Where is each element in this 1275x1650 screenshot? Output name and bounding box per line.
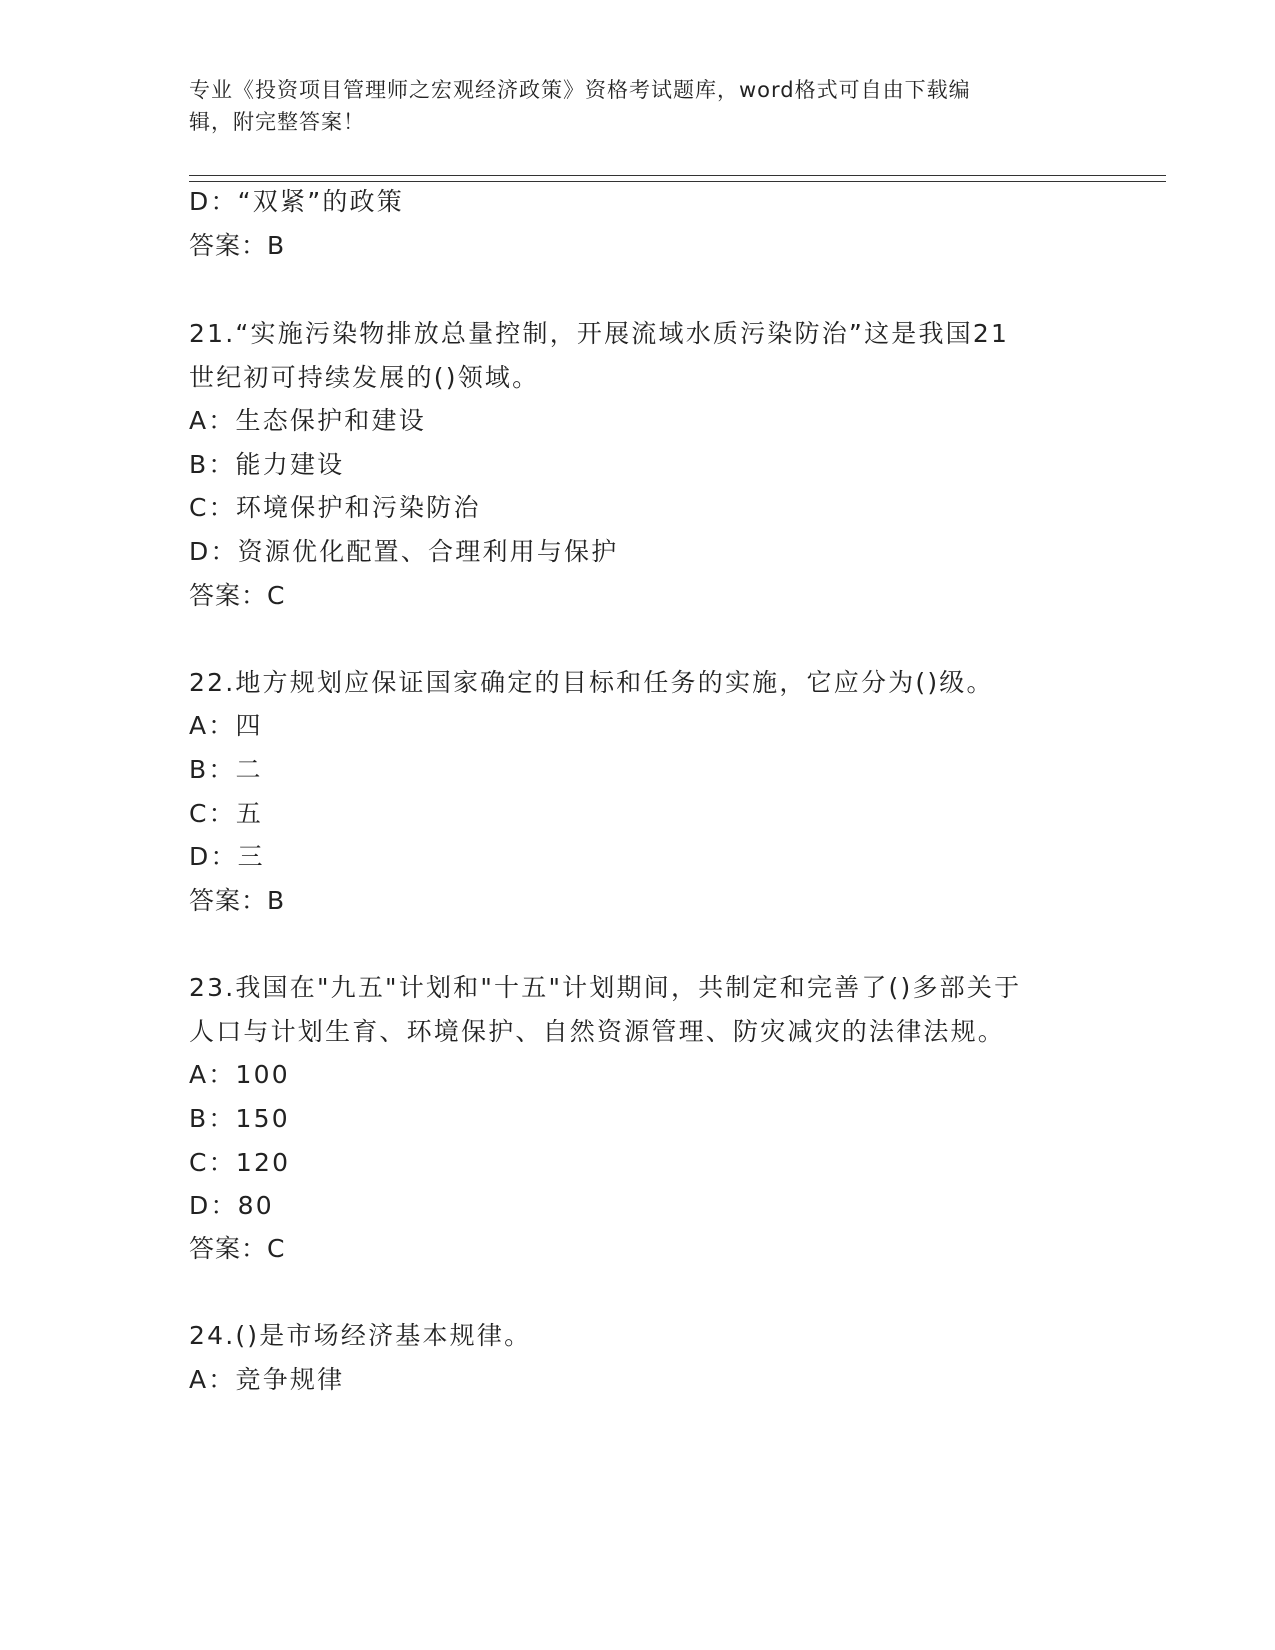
q23-stem-line-1: 23.我国在"九五"计划和"十五"计划期间，共制定和完善了()多部关于 [189, 973, 1022, 1002]
q22-option-b: B：二 [189, 755, 263, 784]
q22-option-c: C：五 [189, 799, 264, 828]
q21-option-c: C：环境保护和污染防治 [189, 493, 481, 522]
q24-option-a: A：竞争规律 [189, 1365, 345, 1394]
header-line-1: 专业《投资项目管理师之宏观经济政策》资格考试题库，word格式可自由下载编 [189, 78, 971, 102]
q21-answer: 答案：C [189, 581, 286, 610]
q21-option-b: B：能力建设 [189, 450, 345, 479]
q22-option-d: D：三 [189, 842, 265, 871]
q22-answer: 答案：B [189, 886, 286, 915]
q22-stem-line-1: 22.地方规划应保证国家确定的目标和任务的实施，它应分为()级。 [189, 668, 994, 697]
prev-option-d: D：“双紧”的政策 [189, 187, 404, 216]
header-divider-thick [189, 175, 1166, 176]
q24-stem-line-1: 24.()是市场经济基本规律。 [189, 1321, 532, 1350]
q21-stem-line-1: 21.“实施污染物排放总量控制，开展流域水质污染防治”这是我国21 [189, 319, 1010, 348]
q23-answer: 答案：C [189, 1234, 286, 1263]
q23-option-b: B：150 [189, 1104, 290, 1133]
header-line-2: 辑，附完整答案！ [189, 110, 365, 134]
header-divider-thin [189, 181, 1166, 182]
document-header [189, 74, 1089, 138]
q21-stem-line-2: 世纪初可持续发展的()领域。 [189, 363, 540, 392]
q22-option-a: A：四 [189, 711, 263, 740]
q23-option-c: C：120 [189, 1148, 291, 1177]
q21-option-d: D：资源优化配置、合理利用与保护 [189, 537, 619, 566]
q21-option-a: A：生态保护和建设 [189, 406, 426, 435]
q23-option-a: A：100 [189, 1060, 290, 1089]
q23-stem-line-2: 人口与计划生育、环境保护、自然资源管理、防灾减灾的法律法规。 [189, 1017, 1006, 1046]
prev-answer: 答案：B [189, 231, 286, 260]
q23-option-d: D：80 [189, 1191, 274, 1220]
